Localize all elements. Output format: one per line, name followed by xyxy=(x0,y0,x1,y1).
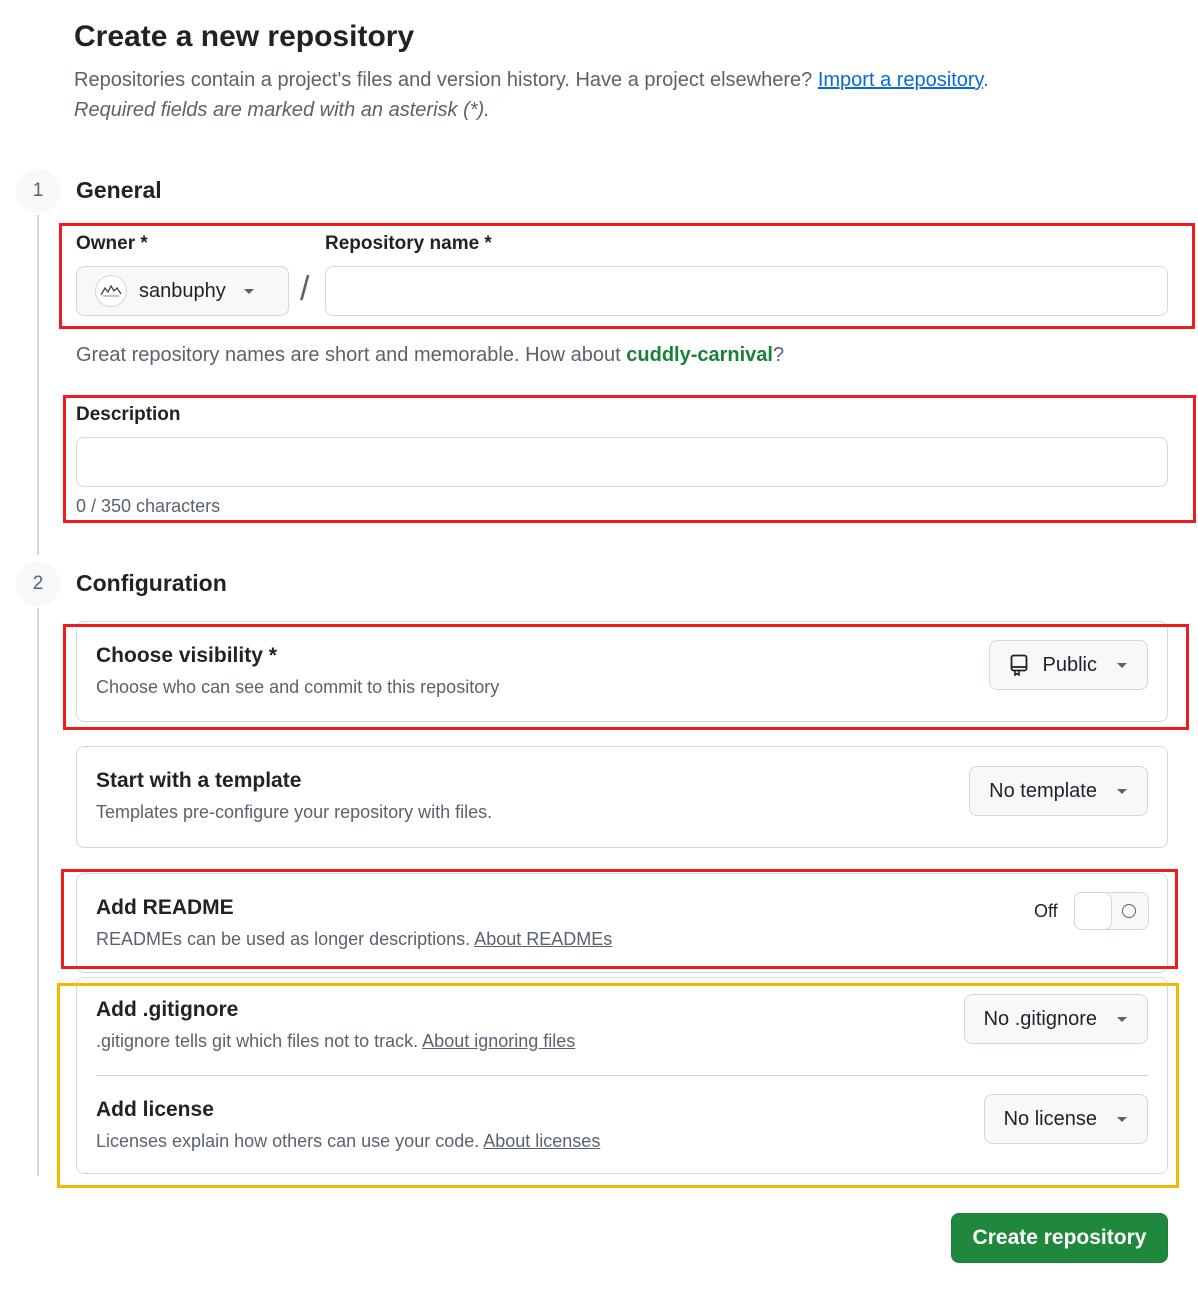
card-divider xyxy=(96,1075,1148,1076)
gitignore-value: No .gitignore xyxy=(983,1007,1097,1030)
page-title: Create a new repository xyxy=(74,20,415,53)
template-title: Start with a template xyxy=(96,769,302,792)
avatar xyxy=(95,275,127,307)
visibility-dropdown[interactable] xyxy=(989,640,1148,690)
intro-prefix: Repositories contain a project's files and version history. Have a project elsewhere? xyxy=(74,69,813,91)
description-label: Description xyxy=(76,404,181,425)
readme-toggle[interactable] xyxy=(1074,892,1149,930)
import-repository-link[interactable]: Import a repository xyxy=(817,69,984,91)
avatar-scribble-icon xyxy=(99,282,123,300)
license-value: No license xyxy=(1003,1107,1097,1130)
chevron-down-icon xyxy=(244,289,254,294)
about-ignoring-files-link[interactable]: About ignoring files xyxy=(422,1031,576,1051)
name-suggestion[interactable]: cuddly-carnival xyxy=(626,344,773,366)
template-description: Templates pre-configure your repository with files. xyxy=(96,802,493,822)
gitignore-dropdown[interactable] xyxy=(964,994,1148,1044)
create-repository-button[interactable]: Create repository xyxy=(951,1213,1168,1263)
readme-desc-text: READMEs can be used as longer descriptions. xyxy=(96,929,471,949)
owner-label: Owner * xyxy=(76,233,148,254)
hint-prefix: Great repository names are short and memorable. How about xyxy=(76,344,627,366)
step-2-indicator: 2 xyxy=(16,562,60,606)
gitignore-desc-text: .gitignore tells git which files not to track. xyxy=(96,1031,419,1051)
license-description xyxy=(96,1131,600,1152)
chevron-down-icon xyxy=(1117,1017,1127,1022)
visibility-value: Public xyxy=(1042,653,1097,676)
repo-icon xyxy=(1009,654,1029,676)
repo-name-hint xyxy=(76,344,784,367)
section-title-general: General xyxy=(76,177,162,203)
repo-name-input[interactable] xyxy=(325,266,1168,316)
step-1-connector xyxy=(37,215,39,555)
visibility-description: Choose who can see and commit to this repository xyxy=(96,677,500,697)
owner-repo-separator: / xyxy=(300,270,310,308)
about-readmes-link[interactable]: About READMEs xyxy=(474,929,613,949)
hint-suffix: ? xyxy=(772,344,785,366)
required-fields-note: Required fields are marked with an asterisk (*). xyxy=(74,99,490,121)
step-1-indicator: 1 xyxy=(16,169,60,213)
readme-title: Add README xyxy=(96,896,234,919)
readme-card xyxy=(76,873,1168,973)
license-dropdown[interactable] xyxy=(984,1094,1148,1144)
chevron-down-icon xyxy=(1117,1117,1127,1122)
chevron-down-icon xyxy=(1117,663,1127,668)
owner-dropdown[interactable] xyxy=(76,266,289,316)
visibility-title: Choose visibility * xyxy=(96,644,277,667)
toggle-knob xyxy=(1074,892,1112,930)
about-licenses-link[interactable]: About licenses xyxy=(483,1131,601,1151)
step-2-connector xyxy=(37,608,39,1176)
license-title: Add license xyxy=(96,1098,214,1121)
license-desc-text: Licenses explain how others can use your code. xyxy=(96,1131,480,1151)
description-char-count: 0 / 350 characters xyxy=(76,496,221,516)
visibility-card xyxy=(76,621,1168,722)
toggle-off-icon xyxy=(1122,904,1136,918)
description-input[interactable] xyxy=(76,437,1168,487)
section-title-configuration: Configuration xyxy=(76,570,227,596)
template-value: No template xyxy=(989,779,1097,802)
readme-toggle-state: Off xyxy=(1034,901,1058,921)
template-card xyxy=(76,746,1168,848)
template-dropdown[interactable] xyxy=(969,766,1148,816)
chevron-down-icon xyxy=(1117,789,1127,794)
gitignore-license-card xyxy=(76,977,1168,1174)
repo-name-label: Repository name * xyxy=(325,233,492,254)
gitignore-description xyxy=(96,1031,575,1052)
intro-text xyxy=(74,66,989,94)
readme-description xyxy=(96,929,612,950)
gitignore-title: Add .gitignore xyxy=(96,998,239,1021)
intro-suffix: . xyxy=(983,69,989,91)
owner-name: sanbuphy xyxy=(139,279,226,302)
